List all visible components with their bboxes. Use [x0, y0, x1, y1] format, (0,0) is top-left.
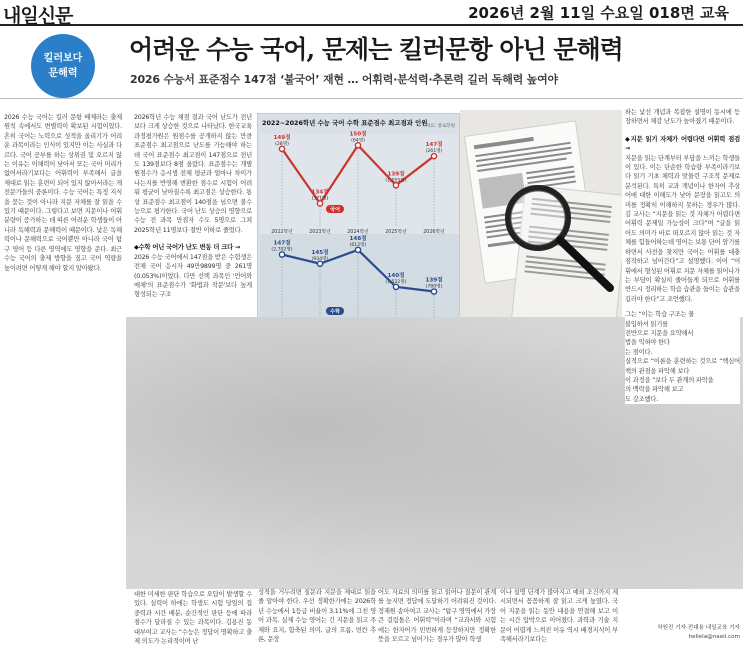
- kicker-line-2: 문해력: [48, 68, 78, 79]
- data-label-math: 148점: [349, 235, 367, 242]
- count-label-korean: (64명): [351, 138, 365, 144]
- x-tick-label: 2023학년: [309, 230, 331, 235]
- column6-tail-line: 이 과정을 “보다 두 관계의 파악을: [625, 376, 714, 384]
- column6-section-text: 지문을 읽는 단계부터 부담을 느끼는 학생들이 있다. 이는 단순한 학습량 부족이라기보다 읽기 기초 체력과 맞물린 구조적 문제로 분석된다. 특히 교과 개념이나 한자어 추상어에 대한 이해도가 낮아 문장을 읽고도 의미를 정확히 이해하지 못하는 경우가 많다. 김 교사는 “지문을 읽는 것 자체가 어렵다면 어휘력 문제일 가능성이 크다”며 “글을 읽어도 의미가 바로 떠오르지 않아 읽는 것 자체를 힘들어하는데 영어는 보통 단어 암기를 하면서 사전을 찾지만 국어는 어휘를 대충 짐작하고 넘어간다”고 설명했다. 이어 “어휘에서 형성된 어휘로 지문 자체를 읽어나가는 부담이 확실히 줄어들게 되므로 어휘를 반드시 정리하는 학습 습관을 들이는 습관을 길러야 한다”고 조언했다.: [625, 154, 740, 303]
- data-point-math: [279, 252, 284, 257]
- article-column-5-bottom: [500, 588, 618, 650]
- data-point-math: [355, 247, 360, 252]
- column4-bottom-text: 어도 자료의 의미를 읽고 읽어나 질문이 관계를 높지면 정답에 도달하기 어려워진 것이다. 정재원 송아여고 교사는 “탐구 영역에서 가장 큰 걸림돌은 어휘력”이라며 “교과서와 시험에는 한자어가 빈번하게 등장하지만 정확한 뜻을 모르고 넘어가는 경우가 많아 학생: [378, 589, 496, 644]
- column6-tail-line: 도 강조했다.: [625, 395, 659, 403]
- kicker-badge: [31, 34, 95, 98]
- data-label-korean: 150점: [349, 131, 367, 138]
- column5-bottom-text: 이나 설명 단계가 많아지고 예외 조건까지 제시되면서 꼼꼼하게 잘 읽고 크게 높였다. 국어 지문을 읽는 동안 내용을 연결해 보고 이는 시간 압박으로 이어졌다. 과학과 기술 지문이 어렵게 느껴진 이유 역시 배경지식이 부족해서라기보다는: [500, 589, 618, 644]
- column6-tail-line: 불입하셔 읽기를: [625, 320, 668, 328]
- byline: [625, 624, 740, 642]
- article-column-4-bottom: [378, 588, 496, 650]
- article-column-6: [625, 108, 740, 648]
- masthead: [0, 0, 743, 26]
- chart-svg: [258, 114, 461, 326]
- data-label-korean: 149점: [273, 134, 291, 141]
- x-tick-label: 2022학년: [271, 230, 293, 235]
- x-tick-label: 2026학년: [423, 230, 445, 235]
- data-label-korean: 147점: [425, 142, 443, 149]
- count-label-math: (2,702명): [271, 247, 293, 253]
- data-point-korean: [393, 183, 398, 188]
- data-label-math: 140점: [387, 272, 405, 279]
- column2-section-text: 2026 수능 국어에서 147점을 받은 수험생은 전체 국어 응시자 49만9899명 중 261명(0.053%)이었다. 다만 선택 과목인 '언어와 매체'의 표준점수가 '화법과 작문'보다 높게 형성되는 구조: [134, 253, 252, 299]
- x-tick-label: 2024학년: [347, 230, 369, 235]
- count-label-math: (934명): [311, 256, 329, 262]
- count-label-math: (1,522명): [385, 279, 407, 285]
- byline-reporter: 차원진 기자·전대용 내일교육 기자: [657, 625, 740, 631]
- column6-tail-line: 그는 “이는 학습 구조는 물: [625, 311, 695, 319]
- data-label-math: 139점: [425, 277, 443, 284]
- data-point-korean: [317, 201, 322, 206]
- column6-tail-line: 는 점이다.: [625, 348, 653, 356]
- column6-tail-line: 법을 익혀야 한다: [625, 339, 670, 347]
- data-point-math: [431, 289, 436, 294]
- article-column-1: [4, 113, 122, 338]
- column1-paragraph: 2026 수능 국어는 킬러 문항 배제라는 출제 원칙 속에서도 변별력이 확보된 시험이었다. 흔히 국어는 노력으로 성적을 올리기가 어려운 과목이라는 인식이 있지만 이는 사실과 다르다. 국어 공부를 하는 상위권 및 오르지 않는 이유는 이해력이 낮아서 또는 국어 머리가 없어서라기보다는 어휘력이 부족해서 글을 제대로 읽는 훈련이 되어 있지 않아서라는 게 전문가들의 중론이다. 수능 국어는 특정 지식을 묻는 것이 아니라 지문 자체를 잘 읽을 수 있기 때문이다. 그렇다고 보면 지문이나 어휘 분량이 증가하는 데 따른 어려운 학생들이 아니라 독해력과 문해력이 때문이다. 낯은 독해력이나 문해력으로 국어뿐만 아니라 국어 탐구 영어 등 다른 영역에도 영향을 준다. 최근 수능 국어의 출제 방향을 짚고 국어 역량을 높이려면 어떻게 해야 할지 알아봤다.: [4, 114, 122, 272]
- article-column-3-bottom: [258, 588, 376, 650]
- byline-email: hellela@naeil.com: [688, 634, 740, 640]
- data-point-korean: [279, 146, 284, 151]
- series-tag-label-math: 수학: [329, 309, 341, 315]
- column6-tail-line: 의 맥락을 파악해 보고: [625, 386, 684, 394]
- column3-bottom-text: 성적을 거두려면 질문과 지문을 제대로 읽을 줄 알아야 한다. 우선 정확한가에는 2026학년 수능에서 1등급 비율이 3.11%에 그친 영어 과목. 실제 수능 영어는 긴 지문을 읽고 주제와 요지, 함축된 의미, 글의 흐름, 빈칸 추론, 문장: [258, 589, 376, 644]
- count-label-math: (612명): [349, 242, 367, 248]
- data-point-korean: [355, 143, 360, 148]
- data-label-math: 145점: [311, 249, 329, 256]
- subhead: 2026 수능서 표준점수 147점 ‘불국어’ 재현 … 어휘력·분석력·추론력 길러 독해력 높여야: [130, 73, 558, 86]
- data-point-korean: [431, 154, 436, 159]
- column6-tail-line: 전반으로 지문을 요약해서: [625, 329, 694, 337]
- count-label-korean: (28명): [275, 141, 289, 147]
- photo-illustration: [460, 110, 622, 335]
- column2-bottom-text: 대한 미세한 판단 학습으로 오답이 발생할 수 있다. 실력이 하에는 학생도 시험 당일의 집중력과 시간 배분, 순간적인 판단 등에 따라 점수가 달라질 수 있는 과목이다. 김용진 동대부여고 교사는 “수능은 정답이 명확하고 출제 의도가 논리적이며 난: [134, 591, 252, 646]
- article-column-2-bottom: [134, 590, 252, 650]
- paper-name: 내일신문: [3, 5, 73, 27]
- headline: 어려운 수능 국어, 문제는 킬러문항 아닌 문해력: [129, 35, 623, 64]
- kicker-line-1: 킬러보다: [43, 53, 83, 64]
- column2-section-title: ◆수학 어닌 국어가 난도 변동 더 크다 →: [134, 244, 241, 252]
- chart-source: 자료: 종로학원: [425, 124, 455, 129]
- data-point-math: [317, 261, 322, 266]
- count-label-math: (780명): [425, 284, 443, 290]
- chart-title: 2022~2026학년 수능 국어 수학 표준점수 최고점과 인원: [262, 119, 428, 127]
- data-point-math: [393, 284, 398, 289]
- column6-intro: 하는 낯선 개념과 복잡한 설명이 동시에 등장하면서 체감 난도가 높아졌기 때문이다.: [625, 109, 740, 126]
- issue-line: 2026년 2월 11일 수요일 018면 교육: [468, 4, 729, 22]
- count-label-korean: (1,055명): [385, 178, 407, 184]
- line-chart: [257, 113, 460, 325]
- article-column-2: [134, 113, 252, 338]
- series-tag-label-korean: 국어: [329, 207, 341, 213]
- count-label-korean: (371명): [311, 196, 329, 202]
- column6-section-title: ◆지문 읽기 자체가 어렵다면 어휘력 점검 →: [625, 135, 740, 153]
- data-label-korean: 139점: [387, 171, 405, 178]
- header-rule: [0, 98, 743, 99]
- data-label-math: 147점: [273, 240, 291, 247]
- x-tick-label: 2025학년: [385, 230, 407, 235]
- column6-tail: [625, 310, 740, 404]
- newspaper-magnifier-photo: [460, 110, 622, 335]
- data-label-korean: 134점: [311, 189, 329, 196]
- column6-tail-line: 실적으로 “이론을 훈련하는 것으로 “핵심어 책의 관점을 파악해 보다: [625, 358, 740, 375]
- column2-paragraph: 2026학년 수능 채점 결과 국어 난도가 전년보다 크게 상승한 것으로 나타났다. 한국교육과정평가원은 원점수를 공개하지 않는 만큼 표준점수 최고점으로 난도를 가늠해야 하는데 국어 표준점수 최고점이 147점으로 전년도 139점보다 8점 올랐다. 표준점수는 개별 원점수가 응시생 전체 평균과 얼마나 차이가 나는지를 반영해 변환한 점수로 시험이 어려워 평균이 낮아질수록 최고점은 상승한다. 통상 표준점수 최고점이 140점을 넘으면 불수능으로 평가한다. 국어 난도 상승의 영향으로 수능 전 과목 만점자 수도 5명으로 그쳐 2025학년 11명보다 절반 이하로 줄었다.: [134, 114, 252, 234]
- count-label-korean: (261명): [425, 149, 443, 155]
